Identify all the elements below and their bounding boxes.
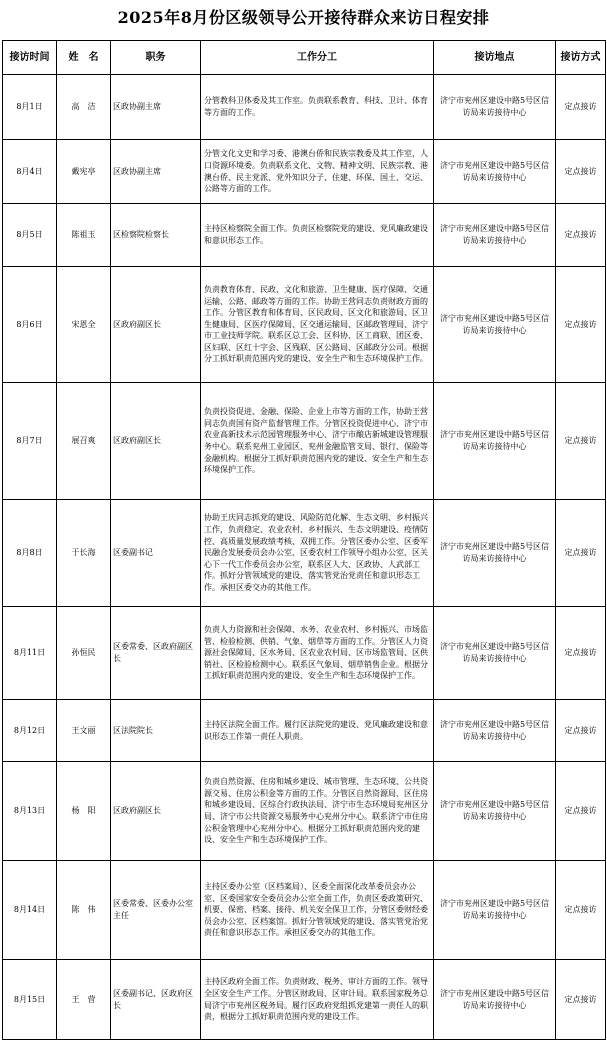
- cell-duty: 负责人力资源和社会保障、水务、农业农村、乡村振兴、市场监管、检验检测、供销、气象、烟草等方面的工作。分管区人力资源社会保障局、区水务局、区农业农村局、区市场监管局、区供销社、区检验检测中心。联系区气象局、烟草销售企业。根据分工抓好职责范围内党的建设、安全生产和生态环境保护工作。: [201, 607, 434, 700]
- table-row: [3, 960, 606, 1040]
- table-row: [3, 700, 606, 762]
- cell-date: 8月4日: [3, 140, 57, 204]
- cell-position: 区委副书记、区政府区长: [111, 960, 201, 1040]
- cell-name: 高 洁: [57, 75, 111, 140]
- cell-date: 8月15日: [3, 960, 57, 1040]
- cell-date: 8月13日: [3, 762, 57, 861]
- cell-position: 区政府副区长: [111, 267, 201, 383]
- cell-name: 于长海: [57, 500, 111, 607]
- cell-name: 陈 伟: [57, 861, 111, 960]
- cell-method: 定点接访: [556, 204, 606, 267]
- cell-name: 戴宪亭: [57, 140, 111, 204]
- cell-date: 8月11日: [3, 607, 57, 700]
- table-row: [3, 500, 606, 607]
- cell-name: 陈祖玉: [57, 204, 111, 267]
- cell-duty: 主持区委办公室（区档案局）、区委全面深化改革委员会办公室、区委国家安全委员会办公室全面工作，负责区委政策研究、机要、保密、档案、接待、机关安全保卫工作，分管区委财经委员会办公室、区档案馆。抓好分管领域党的建设、落实管党治党责任和意识形态工作。承担区委交办的其他工作。: [201, 861, 434, 960]
- header-date: 接访时间: [3, 41, 57, 75]
- cell-date: 8月8日: [3, 500, 57, 607]
- cell-location: 济宁市兖州区建设中路5号区信访局来访接待中心: [434, 700, 556, 762]
- header-position: 职务: [111, 41, 201, 75]
- cell-name: 孙恒民: [57, 607, 111, 700]
- cell-position: 区政府副区长: [111, 762, 201, 861]
- cell-duty: 分管文化文史和学习委、港澳台侨和民族宗教委及其工作室，人口资源环境委。负责联系文化、文物、精神文明、民族宗教、港澳台侨、民主党派、党外知识分子、住建、环保、国土、交运、公路等方面的工作。: [201, 140, 434, 204]
- table-row: [3, 861, 606, 960]
- cell-method: 定点接访: [556, 75, 606, 140]
- cell-date: 8月6日: [3, 267, 57, 383]
- header-duty: 工作分工: [201, 41, 434, 75]
- cell-position: 区政协副主席: [111, 75, 201, 140]
- cell-method: 定点接访: [556, 861, 606, 960]
- cell-date: 8月7日: [3, 383, 57, 500]
- cell-location: 济宁市兖州区建设中路5号区信访局来访接待中心: [434, 607, 556, 700]
- cell-name: 宋恩全: [57, 267, 111, 383]
- cell-method: 定点接访: [556, 960, 606, 1040]
- cell-position: 区委常委、区委办公室主任: [111, 861, 201, 960]
- cell-location: 济宁市兖州区建设中路5号区信访局来访接待中心: [434, 500, 556, 607]
- cell-location: 济宁市兖州区建设中路5号区信访局来访接待中心: [434, 960, 556, 1040]
- cell-duty: 协助王庆同志抓党的建设、风险防范化解、生态文明、乡村振兴工作，负责稳定、农业农村、乡村振兴、生态文明建设、疫情防控、高质量发展政绩考核、双拥工作。分管区委办公室、区委军民融合发展委员会办公室、区委农村工作领导小组办公室、区关心下一代工作委员会办公室，联系区人大、区政协、人武部工作。抓好分管领域党的建设、落实管党治党责任和意识形态工作。承担区委交办的其他工作。: [201, 500, 434, 607]
- cell-name: 杨 阳: [57, 762, 111, 861]
- cell-location: 济宁市兖州区建设中路5号区信访局来访接待中心: [434, 204, 556, 267]
- cell-duty: 主持区政府全面工作。负责财政、税务、审计方面的工作。领导全区安全生产工作。分管区财政局、区审计局。联系国家税务总局济宁市兖州区税务局。履行区政府党组抓党建第一责任人的职责，根据分工抓好职责范围内党的建设工作。: [201, 960, 434, 1040]
- table-row: [3, 140, 606, 204]
- cell-location: 济宁市兖州区建设中路5号区信访局来访接待中心: [434, 383, 556, 500]
- cell-location: 济宁市兖州区建设中路5号区信访局来访接待中心: [434, 861, 556, 960]
- cell-method: 定点接访: [556, 140, 606, 204]
- cell-method: 定点接访: [556, 383, 606, 500]
- cell-date: 8月5日: [3, 204, 57, 267]
- cell-duty: 主持区检察院全面工作。负责区检察院党的建设、党风廉政建设和意识形态工作。: [201, 204, 434, 267]
- table-row: [3, 383, 606, 500]
- header-name: 姓 名: [57, 41, 111, 75]
- cell-location: 济宁市兖州区建设中路5号区信访局来访接待中心: [434, 762, 556, 861]
- cell-method: 定点接访: [556, 700, 606, 762]
- table-row: [3, 762, 606, 861]
- schedule-table: [2, 40, 606, 1040]
- cell-method: 定点接访: [556, 267, 606, 383]
- cell-position: 区委常委、区政府副区长: [111, 607, 201, 700]
- table-header-row: [3, 41, 606, 75]
- cell-position: 区政府副区长: [111, 383, 201, 500]
- cell-location: 济宁市兖州区建设中路5号区信访局来访接待中心: [434, 267, 556, 383]
- cell-location: 济宁市兖州区建设中路5号区信访局来访接待中心: [434, 75, 556, 140]
- cell-name: 王文丽: [57, 700, 111, 762]
- page-title: 2025年8月份区级领导公开接待群众来访日程安排: [117, 8, 490, 27]
- cell-position: 区法院院长: [111, 700, 201, 762]
- header-location: 接访地点: [434, 41, 556, 75]
- cell-date: 8月14日: [3, 861, 57, 960]
- cell-name: 展召爽: [57, 383, 111, 500]
- cell-name: 王 营: [57, 960, 111, 1040]
- cell-duty: 主持区法院全面工作。履行区法院党的建设、党风廉政建设和意识形态工作第一责任人职责。: [201, 700, 434, 762]
- cell-position: 区检察院检察长: [111, 204, 201, 267]
- cell-position: 区政协副主席: [111, 140, 201, 204]
- header-method: 接访方式: [556, 41, 606, 75]
- cell-location: 济宁市兖州区建设中路5号区信访局来访接待中心: [434, 140, 556, 204]
- cell-method: 定点接访: [556, 762, 606, 861]
- cell-date: 8月1日: [3, 75, 57, 140]
- table-row: [3, 267, 606, 383]
- table-row: [3, 607, 606, 700]
- cell-duty: 负责投资促进、金融、保险、企业上市等方面的工作，协助王营同志负责国有资产监督管理工作。分管区投资促进中心、济宁市农业高新技术示范园管理服务中心、济宁市酿店新城建设管理服务中心。联系兖州工业园区、兖州金融监管支局、银行、保险等金融机构。根据分工抓好职责范围内党的建设、安全生产和生态环境保护工作。: [201, 383, 434, 500]
- cell-method: 定点接访: [556, 607, 606, 700]
- cell-duty: 分管教科卫体委及其工作室。负责联系教育、科技、卫计、体育等方面的工作。: [201, 75, 434, 140]
- cell-position: 区委副书记: [111, 500, 201, 607]
- cell-date: 8月12日: [3, 700, 57, 762]
- cell-duty: 负责自然资源、住房和城乡建设、城市管理、生态环境、公共资源交易、住房公积金等方面的工作。分管区自然资源局、区住房和城乡建设局、区综合行政执法局、济宁市生态环境局兖州区分局、济宁市公共资源交易服务中心兖州分中心。联系济宁市住房公积金管理中心兖州分中心。根据分工抓好职责范围内党的建设、安全生产和生态环境保护工作。: [201, 762, 434, 861]
- cell-duty: 负责教育体育、民政、文化和旅游、卫生健康、医疗保障、交通运输、公路、邮政等方面的工作。协助王营同志负责财政方面的工作。分管区教育和体育局、区民政局、区文化和旅游局、区卫生健康局、区医疗保障局、区交通运输局、区邮政管理局、济宁市工业技师学院。联系区总工会、区科协、区工商联、团区委、区妇联、区红十字会、区残联、区公路局、区邮政分公司。根据分工抓好职责范围内党的建设、安全生产和生态环境保护工作。: [201, 267, 434, 383]
- cell-method: 定点接访: [556, 500, 606, 607]
- table-row: [3, 75, 606, 140]
- table-row: [3, 204, 606, 267]
